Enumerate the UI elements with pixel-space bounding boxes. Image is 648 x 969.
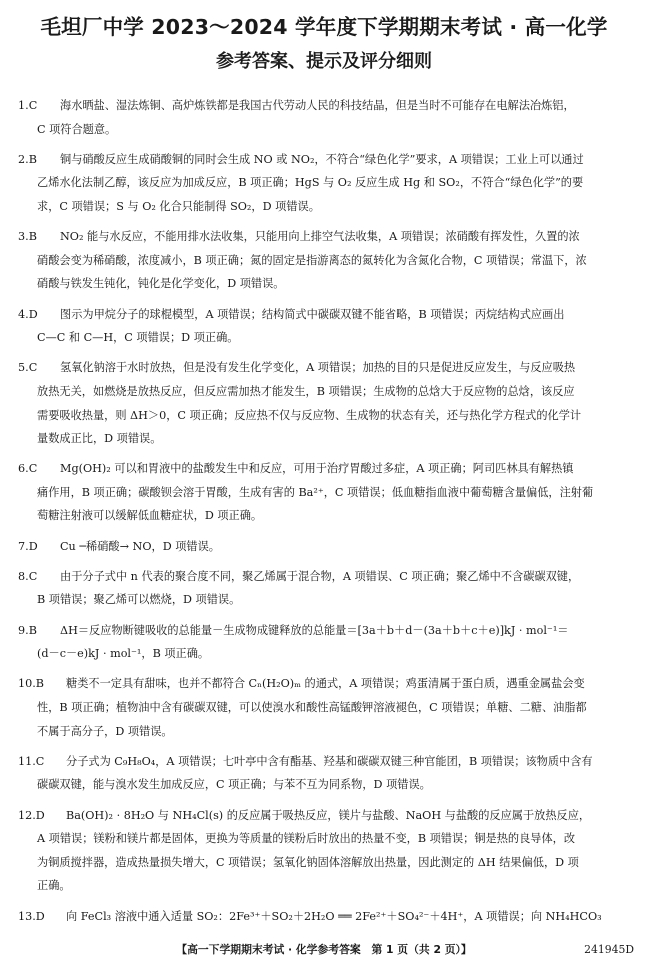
answer-item bbox=[18, 804, 638, 898]
answer-choice: B bbox=[28, 230, 37, 244]
answer-item bbox=[18, 148, 638, 219]
answer-text: C 项符合题意。 bbox=[37, 122, 117, 136]
answer-choice: C bbox=[28, 361, 38, 375]
answer-continuation-line bbox=[18, 427, 638, 451]
answer-text: 量数成正比，D 项错误。 bbox=[37, 432, 162, 446]
page-title: 毛坦厂中学 2023～2024 学年度下学期期末考试 · 高一化学 bbox=[40, 15, 608, 39]
answer-number: 10. bbox=[18, 677, 36, 691]
answer-item bbox=[18, 356, 638, 450]
answer-first-line bbox=[18, 303, 638, 327]
answer-text: 痛作用，B 项正确；碳酸钡会溶于胃酸，生成有害的 Ba²⁺，C 项错误；低血糖指血液中葡萄糖含量偏低，注射葡 bbox=[37, 485, 594, 499]
answer-item bbox=[18, 225, 638, 296]
answer-choice: D bbox=[35, 808, 45, 822]
answer-continuation-line bbox=[18, 827, 638, 851]
answer-number-and-choice bbox=[18, 565, 60, 589]
answer-text: 为铜质搅拌器，造成热量损失增大，C 项错误；氢氧化钠固体溶解放出热量，因此测定的 ΔH 结果偏低，D 项 bbox=[37, 855, 579, 869]
answer-number-and-choice bbox=[18, 672, 66, 696]
answer-text: 碳碳双键，能与溴水发生加成反应，C 项正确；与苯不互为同系物，D 项错误。 bbox=[37, 778, 431, 792]
answer-text: 硝酸会变为稀硝酸，浓度减小，B 项正确；氮的固定是指游离态的氮转化为含氮化合物，C 项错误；常温下，浓 bbox=[37, 253, 587, 267]
answer-item bbox=[18, 905, 638, 929]
answer-number-and-choice bbox=[18, 356, 60, 380]
answer-continuation-line bbox=[18, 874, 638, 898]
answer-text: 放热无关，如燃烧是放热反应，但反应需加热才能发生，B 项错误；生成物的总焓大于反应物的总焓，该反应 bbox=[37, 384, 575, 398]
answer-continuation-line bbox=[18, 696, 638, 720]
answer-text: 铜与硝酸反应生成硝酸铜的同时会生成 NO 或 NO₂，不符合“绿色化学”要求，A 项错误；工业上可以通过 bbox=[60, 152, 584, 166]
answer-first-line bbox=[18, 356, 638, 380]
answer-item bbox=[18, 672, 638, 743]
answer-continuation-line bbox=[18, 195, 638, 219]
answer-text: 向 FeCl₃ 溶液中通入适量 SO₂：2Fe³⁺＋SO₂＋2H₂O ══ 2Fe²⁺＋SO₄²⁻＋4H⁺，A 项错误；向 NH₄HCO₃ bbox=[66, 909, 602, 923]
answer-item bbox=[18, 303, 638, 350]
footer-doc-code: 241945D bbox=[584, 943, 634, 956]
answer-number: 1. bbox=[18, 99, 29, 112]
answer-text: B 项错误；聚乙烯可以燃烧，D 项错误。 bbox=[37, 593, 241, 607]
answer-continuation-line bbox=[18, 851, 638, 875]
answer-number-and-choice bbox=[18, 457, 60, 481]
answer-continuation-line bbox=[18, 504, 638, 528]
answer-text: (d－c－e)kJ · mol⁻¹，B 项正确。 bbox=[37, 647, 210, 661]
answer-text: Mg(OH)₂ 可以和胃液中的盐酸发生中和反应，可用于治疗胃酸过多症，A 项正确；阿司匹林具有解热镇 bbox=[60, 462, 574, 476]
answer-continuation-line bbox=[18, 404, 638, 428]
answer-number-and-choice bbox=[18, 225, 60, 249]
answer-continuation-line bbox=[18, 171, 638, 195]
answer-number-and-choice bbox=[18, 804, 66, 828]
answer-text: Cu ─稀硝酸→ NO，D 项错误。 bbox=[60, 539, 220, 553]
answer-text: 性，B 项正确；植物油中含有碳碳双键，可以使溴水和酸性高锰酸钾溶液褪色，C 项错误；单糖、二糖、油脂都 bbox=[37, 701, 587, 714]
answer-continuation-line bbox=[18, 588, 638, 612]
answer-text: 由于分子式中 n 代表的聚合度不同，聚乙烯属于混合物，A 项错误、C 项正确；聚乙烯中不含碳碳双键， bbox=[60, 569, 580, 583]
answer-choice: C bbox=[28, 462, 38, 476]
answer-choice: B bbox=[28, 152, 37, 166]
answer-text: 分子式为 C₉H₈O₄，A 项错误；七叶亭中含有酯基、羟基和碳碳双键三种官能团，B 项错误；该物质中含有 bbox=[66, 754, 593, 768]
answer-first-line bbox=[18, 672, 638, 696]
answer-first-line bbox=[18, 457, 638, 481]
page-footer bbox=[0, 940, 648, 960]
answer-number-and-choice bbox=[18, 303, 60, 327]
answer-continuation-line bbox=[18, 249, 638, 273]
answer-number: 5. bbox=[18, 361, 29, 375]
answer-first-line bbox=[18, 804, 638, 828]
answer-first-line bbox=[18, 905, 638, 929]
answer-text: NO₂ 能与水反应，不能用排水法收集，只能用向上排空气法收集，A 项错误；浓硝酸有挥发性，久置的浓 bbox=[60, 230, 580, 244]
answer-choice: D bbox=[28, 307, 38, 321]
answer-item bbox=[18, 457, 638, 528]
answer-number-and-choice bbox=[18, 94, 60, 118]
answer-choice: D bbox=[28, 539, 38, 553]
answer-number-and-choice bbox=[18, 535, 60, 559]
answer-text: A 项错误；镁粉和镁片都是固体，更换为等质量的镁粉后时放出的热量不变，B 项错误；铜是热的良导体，改 bbox=[37, 832, 576, 846]
answer-text: 不属于高分子，D 项错误。 bbox=[37, 724, 173, 738]
answer-text: 海水晒盐、湿法炼铜、高炉炼铁都是我国古代劳动人民的科技结晶，但是当时不可能存在电解法冶炼铝， bbox=[60, 99, 575, 112]
answer-text: 乙烯水化法制乙醇，该反应为加成反应，B 项正确；HgS 与 O₂ 反应生成 Hg 和 SO₂，不符合“绿色化学”的要 bbox=[37, 176, 584, 190]
answer-first-line bbox=[18, 750, 638, 774]
answer-continuation-line bbox=[18, 642, 638, 666]
answer-text: C—C 和 C—H，C 项错误；D 项正确。 bbox=[37, 331, 239, 345]
answer-text: 萄糖注射液可以缓解低血糖症状，D 项正确。 bbox=[37, 509, 263, 523]
answer-continuation-line bbox=[18, 773, 638, 797]
answer-text: Ba(OH)₂ · 8H₂O 与 NH₄Cl(s) 的反应属于吸热反应，镁片与盐酸、NaOH 与盐酸的反应属于放热反应， bbox=[66, 808, 591, 822]
answer-item bbox=[18, 535, 638, 559]
answer-first-line bbox=[18, 94, 638, 118]
answer-choice: C bbox=[35, 754, 45, 768]
answer-item bbox=[18, 619, 638, 666]
answer-number: 3. bbox=[18, 230, 29, 244]
answer-first-line bbox=[18, 535, 638, 559]
answer-continuation-line bbox=[18, 481, 638, 505]
answer-text: 正确。 bbox=[37, 879, 71, 893]
answer-continuation-line bbox=[18, 720, 638, 744]
answer-number: 9. bbox=[18, 623, 29, 637]
answer-text: ΔH＝反应物断键吸收的总能量－生成物成键释放的总能量＝[3a＋b＋d－(3a＋b＋c＋e)]kJ · mol⁻¹＝ bbox=[60, 623, 569, 637]
answer-choice: B bbox=[35, 677, 45, 691]
answer-number: 4. bbox=[18, 307, 29, 321]
answer-text: 硝酸与铁发生钝化，钝化是化学变化，D 项错误。 bbox=[37, 277, 285, 291]
answer-item bbox=[18, 565, 638, 612]
answer-number: 2. bbox=[18, 152, 29, 166]
answer-number-and-choice bbox=[18, 619, 60, 643]
answer-choice: B bbox=[28, 623, 37, 637]
page-subtitle: 参考答案、提示及评分细则 bbox=[216, 51, 432, 72]
answer-choice: C bbox=[28, 99, 38, 112]
answer-text: 求，C 项错误；S 与 O₂ 化合只能制得 SO₂，D 项错误。 bbox=[37, 199, 320, 213]
answer-continuation-line bbox=[18, 380, 638, 404]
answer-first-line bbox=[18, 225, 638, 249]
answer-item bbox=[18, 94, 638, 141]
answer-list bbox=[18, 94, 638, 935]
answer-first-line bbox=[18, 619, 638, 643]
footer-page-info: 【高一下学期期末考试 · 化学参考答案 第 1 页（共 2 页）】 bbox=[176, 943, 472, 956]
answer-number: 8. bbox=[18, 569, 29, 583]
answer-number: 6. bbox=[18, 462, 29, 476]
answer-text: 需要吸收热量，则 ΔH＞0，C 项正确；反应热不仅与反应物、生成物的状态有关，还与热化学方程式的化学计 bbox=[37, 408, 582, 422]
answer-continuation-line bbox=[18, 118, 638, 142]
answer-text: 氢氧化钠溶于水时放热，但是没有发生化学变化，A 项错误；加热的目的只是促进反应发生，与反应吸热 bbox=[60, 361, 576, 375]
answer-number-and-choice bbox=[18, 148, 60, 172]
answer-text: 糖类不一定具有甜味，也并不都符合 Cₙ(H₂O)ₘ 的通式，A 项错误；鸡蛋清属于蛋白质，遇重金属盐会变 bbox=[66, 677, 585, 691]
answer-first-line bbox=[18, 565, 638, 589]
answer-number-and-choice bbox=[18, 750, 66, 774]
answer-number: 12. bbox=[18, 808, 36, 822]
answer-number: 13. bbox=[18, 909, 36, 923]
answer-number-and-choice bbox=[18, 905, 66, 929]
answer-number: 7. bbox=[18, 539, 29, 553]
answer-continuation-line bbox=[18, 272, 638, 296]
answer-choice: D bbox=[35, 909, 45, 923]
answer-continuation-line bbox=[18, 326, 638, 350]
answer-number: 11. bbox=[18, 754, 36, 768]
answer-first-line bbox=[18, 148, 638, 172]
answer-item bbox=[18, 750, 638, 797]
answer-text: 图示为甲烷分子的球棍模型，A 项错误；结构简式中碳碳双键不能省略，B 项错误；丙烷结构式应画出 bbox=[60, 307, 565, 321]
answer-choice: C bbox=[28, 569, 38, 583]
